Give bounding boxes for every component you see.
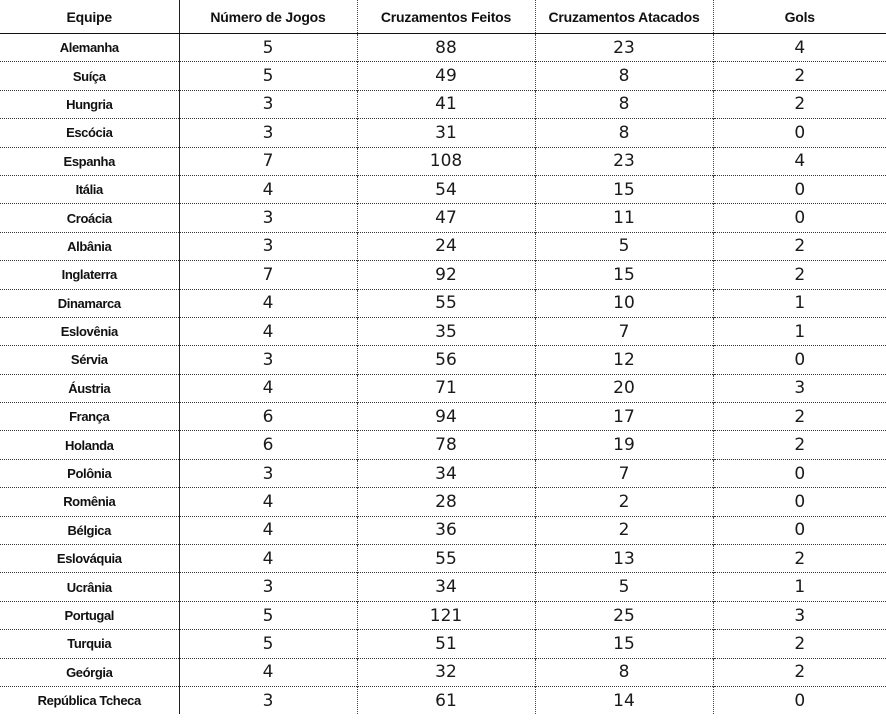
- goals-cell: 3: [713, 601, 886, 629]
- crosses-made-cell: 88: [357, 34, 535, 62]
- crosses-attacked-cell: 13: [535, 545, 713, 573]
- goals-cell: 0: [713, 516, 886, 544]
- team-cell: Itália: [0, 175, 179, 203]
- crosses-attacked-cell: 23: [535, 147, 713, 175]
- team-cell: Espanha: [0, 147, 179, 175]
- team-cell: Geórgia: [0, 658, 179, 686]
- table-row: [0, 147, 886, 175]
- table-row: [0, 573, 886, 601]
- crosses-attacked-cell: 8: [535, 62, 713, 90]
- games-cell: 4: [179, 488, 357, 516]
- team-cell: França: [0, 403, 179, 431]
- goals-cell: 2: [713, 261, 886, 289]
- games-cell: 4: [179, 516, 357, 544]
- games-cell: 4: [179, 175, 357, 203]
- crosses-attacked-cell: 7: [535, 317, 713, 345]
- crosses-made-cell: 28: [357, 488, 535, 516]
- table-row: [0, 175, 886, 203]
- header-games: Número de Jogos: [179, 0, 357, 34]
- table-row: [0, 630, 886, 658]
- crosses-made-cell: 41: [357, 90, 535, 118]
- games-cell: 4: [179, 317, 357, 345]
- table-row: [0, 488, 886, 516]
- team-cell: Hungria: [0, 90, 179, 118]
- goals-cell: 1: [713, 573, 886, 601]
- table-row: [0, 34, 886, 62]
- goals-cell: 4: [713, 147, 886, 175]
- header-crosses-made: Cruzamentos Feitos: [357, 0, 535, 34]
- goals-cell: 0: [713, 346, 886, 374]
- crosses-made-cell: 34: [357, 459, 535, 487]
- table-row: [0, 686, 886, 714]
- crosses-attacked-cell: 23: [535, 34, 713, 62]
- crosses-attacked-cell: 15: [535, 261, 713, 289]
- goals-cell: 0: [713, 175, 886, 203]
- header-crosses-attacked: Cruzamentos Atacados: [535, 0, 713, 34]
- team-cell: Inglaterra: [0, 261, 179, 289]
- crosses-attacked-cell: 25: [535, 601, 713, 629]
- goals-cell: 2: [713, 431, 886, 459]
- goals-cell: 2: [713, 630, 886, 658]
- crosses-made-cell: 92: [357, 261, 535, 289]
- crosses-attacked-cell: 7: [535, 459, 713, 487]
- games-cell: 4: [179, 658, 357, 686]
- team-cell: República Tcheca: [0, 686, 179, 714]
- table-row: [0, 232, 886, 260]
- team-cell: Suíça: [0, 62, 179, 90]
- team-cell: Turquia: [0, 630, 179, 658]
- table-row: [0, 459, 886, 487]
- games-cell: 3: [179, 204, 357, 232]
- crosses-attacked-cell: 5: [535, 573, 713, 601]
- games-cell: 3: [179, 346, 357, 374]
- goals-cell: 3: [713, 374, 886, 402]
- crosses-made-cell: 55: [357, 545, 535, 573]
- games-cell: 3: [179, 90, 357, 118]
- header-goals: Gols: [713, 0, 886, 34]
- games-cell: 4: [179, 289, 357, 317]
- goals-cell: 0: [713, 686, 886, 714]
- goals-cell: 2: [713, 658, 886, 686]
- crosses-made-cell: 78: [357, 431, 535, 459]
- goals-cell: 2: [713, 90, 886, 118]
- team-cell: Áustria: [0, 374, 179, 402]
- goals-cell: 0: [713, 488, 886, 516]
- table-row: [0, 658, 886, 686]
- table-body: [0, 34, 886, 715]
- team-cell: Eslovênia: [0, 317, 179, 345]
- goals-cell: 0: [713, 119, 886, 147]
- table-row: [0, 545, 886, 573]
- goals-cell: 0: [713, 204, 886, 232]
- crosses-attacked-cell: 2: [535, 488, 713, 516]
- crosses-made-cell: 55: [357, 289, 535, 317]
- team-cell: Bélgica: [0, 516, 179, 544]
- games-cell: 3: [179, 459, 357, 487]
- goals-cell: 4: [794, 37, 806, 58]
- games-cell: 7: [179, 147, 357, 175]
- table-row: [0, 374, 886, 402]
- table-row: [0, 346, 886, 374]
- table-row: [0, 62, 886, 90]
- crosses-attacked-cell: 19: [535, 431, 713, 459]
- crosses-attacked-cell: 15: [535, 630, 713, 658]
- table-row: [0, 90, 886, 118]
- games-cell: 7: [179, 261, 357, 289]
- team-cell: Holanda: [0, 431, 179, 459]
- crosses-made-cell: 108: [357, 147, 535, 175]
- crosses-attacked-cell: 8: [535, 658, 713, 686]
- games-cell: 3: [179, 686, 357, 714]
- table-row: [0, 317, 886, 345]
- crosses-made-cell: 35: [357, 317, 535, 345]
- crosses-made-cell: 61: [357, 686, 535, 714]
- team-cell: Eslováquia: [0, 545, 179, 573]
- table-row: [0, 289, 886, 317]
- table-row: [0, 403, 886, 431]
- crosses-attacked-cell: 8: [535, 90, 713, 118]
- goals-cell: 2: [713, 403, 886, 431]
- crosses-made-cell: 36: [357, 516, 535, 544]
- crosses-made-cell: 34: [357, 573, 535, 601]
- table-row: [0, 119, 886, 147]
- crosses-attacked-cell: 20: [535, 374, 713, 402]
- crosses-made-cell: 51: [357, 630, 535, 658]
- crosses-attacked-cell: 2: [535, 516, 713, 544]
- team-cell: Dinamarca: [0, 289, 179, 317]
- games-cell: 5: [179, 630, 357, 658]
- goals-cell: 0: [713, 459, 886, 487]
- team-cell: Alemanha: [0, 34, 179, 62]
- games-cell: 3: [179, 119, 357, 147]
- crosses-attacked-cell: 8: [535, 119, 713, 147]
- team-cell: Escócia: [0, 119, 179, 147]
- crosses-made-cell: 54: [357, 175, 535, 203]
- crosses-made-cell: 121: [357, 601, 535, 629]
- goals-cell: 2: [713, 62, 886, 90]
- table-row: [0, 204, 886, 232]
- team-cell: Albânia: [0, 232, 179, 260]
- goals-cell: 1: [713, 317, 886, 345]
- games-cell: 6: [179, 403, 357, 431]
- team-cell: Croácia: [0, 204, 179, 232]
- team-cell: Romênia: [0, 488, 179, 516]
- team-cell: Ucrânia: [0, 573, 179, 601]
- crosses-attacked-cell: 15: [535, 175, 713, 203]
- games-cell: 3: [179, 573, 357, 601]
- crosses-made-cell: 71: [357, 374, 535, 402]
- table-row: [0, 516, 886, 544]
- table-row: [0, 261, 886, 289]
- crosses-attacked-cell: 5: [535, 232, 713, 260]
- games-cell: 6: [179, 431, 357, 459]
- crosses-attacked-cell: 12: [535, 346, 713, 374]
- games-cell: 5: [179, 34, 357, 62]
- crosses-made-cell: 49: [357, 62, 535, 90]
- crosses-made-cell: 32: [357, 658, 535, 686]
- header-row: [0, 0, 886, 34]
- team-cell: Polônia: [0, 459, 179, 487]
- games-cell: 5: [179, 601, 357, 629]
- games-cell: 5: [179, 62, 357, 90]
- goals-cell: 2: [713, 545, 886, 573]
- team-cell: Sérvia: [0, 346, 179, 374]
- crosses-attacked-cell: 14: [535, 686, 713, 714]
- crosses-made-cell: 47: [357, 204, 535, 232]
- goals-cell: 1: [713, 289, 886, 317]
- games-cell: 4: [179, 545, 357, 573]
- table-row: [0, 601, 886, 629]
- team-cell: Portugal: [0, 601, 179, 629]
- crosses-attacked-cell: 17: [535, 403, 713, 431]
- crosses-attacked-cell: 10: [535, 289, 713, 317]
- crosses-made-cell: 56: [357, 346, 535, 374]
- goals-cell: 2: [713, 232, 886, 260]
- crosses-attacked-cell: 11: [535, 204, 713, 232]
- games-cell: 4: [179, 374, 357, 402]
- table-row: [0, 431, 886, 459]
- crosses-made-cell: 94: [357, 403, 535, 431]
- crosses-made-cell: 24: [357, 232, 535, 260]
- crosses-made-cell: 31: [357, 119, 535, 147]
- games-cell: 3: [179, 232, 357, 260]
- header-team: Equipe: [0, 0, 179, 34]
